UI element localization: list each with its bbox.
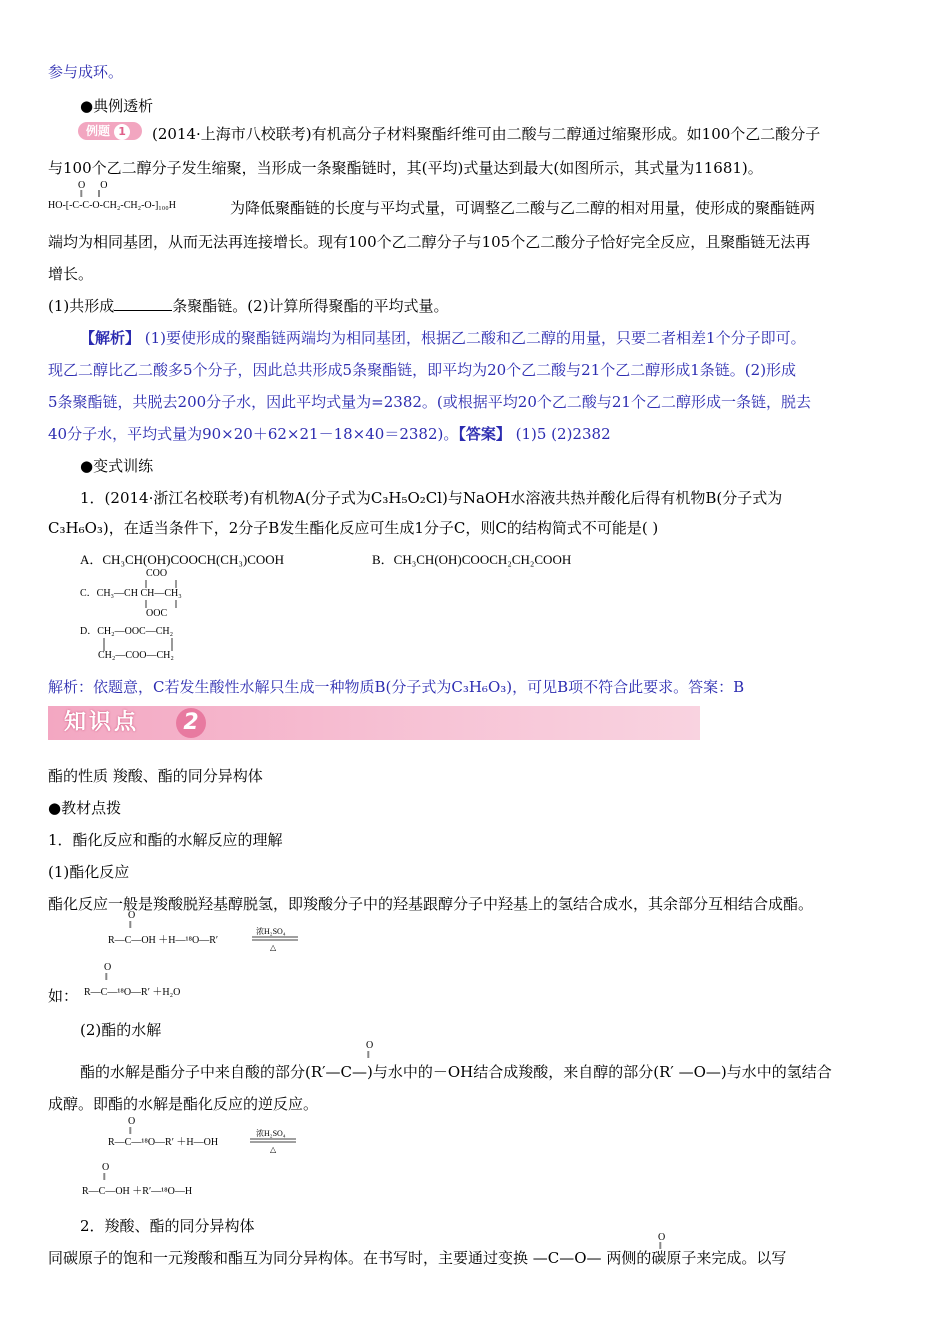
rx1-oxygen: O bbox=[128, 910, 136, 921]
section-2-title: 2．羧酸、酯的同分异构体 bbox=[80, 1217, 255, 1235]
section-2-line-1: 同碳原子的饱和一元羧酸和酯互为同分异构体。在书写时，主要通过变换 —C—O— 两侧的碳原子来完成。以写 bbox=[48, 1249, 787, 1267]
heading-example: ●典例透析 bbox=[80, 97, 154, 115]
section-1a-title: (1)酯化反应 bbox=[48, 863, 130, 881]
analysis-line-3: 5条聚酯链，共脱去200分子水，因此平均式量为=2382。(或根据平均20个乙二酸与21个乙二醇形成一条链，脱去 bbox=[48, 393, 811, 411]
example-formula-bonds: ‖ ‖ bbox=[80, 189, 101, 200]
option-a: A．CH₃CH(OH)COOCH(CH₃)COOH bbox=[80, 552, 285, 567]
example-tag-num: 1 bbox=[114, 124, 130, 140]
rx2-cond-top: 浓H₂SO₄ bbox=[256, 1129, 286, 1138]
rx1-prod-oxygen: O bbox=[104, 962, 112, 973]
option-c-bot: OOC bbox=[146, 608, 168, 619]
analysis-label: 【解析】 bbox=[80, 329, 141, 347]
analysis-line-2: 现乙二醇比乙二酸多5个分子，因此总共形成5条聚酯链，即平均为20个乙二酸与21个乙二醇形成1条链。(2)形成 bbox=[48, 361, 797, 379]
answer-text: (1)5 (2)2382 bbox=[510, 425, 611, 443]
ester-group-bond: ‖ bbox=[659, 1241, 662, 1252]
example-tag bbox=[78, 122, 142, 140]
rx2-cond-bot: △ bbox=[270, 1145, 277, 1154]
rx2-reactants: R—C—¹⁸O—R′ ＋H—OH bbox=[108, 1137, 219, 1148]
section-1-title: 1．酯化反应和酯的水解反应的理解 bbox=[48, 831, 283, 849]
variant-line-1: 1．(2014·浙江名校联考)有机物A(分子式为C₃H₅O₂Cl)与NaOH水溶液共热并酸化后得有机物B(分子式为 bbox=[80, 489, 783, 507]
knowledge-point-banner bbox=[48, 706, 700, 740]
example-line-3: 为降低聚酯链的长度与平均式量，可调整乙二酸与乙二醇的相对用量，使形成的聚酯链两 bbox=[230, 199, 816, 217]
answer-blank bbox=[114, 296, 172, 311]
knowledge-point-title: 知识点 bbox=[64, 710, 140, 735]
option-b: B．CH₃CH(OH)COOCH₂CH₂COOH bbox=[372, 552, 572, 567]
rx2-bond: ‖ bbox=[129, 1126, 132, 1137]
variant-line-2: C₃H₆O₃)，在适当条件下，2分子B发生酯化反应可生成1分子C，则C的结构简式不可能是( ) bbox=[48, 519, 659, 537]
example-formula-oxygens: O O bbox=[78, 180, 108, 191]
p-continued: 参与成环。 bbox=[48, 63, 124, 81]
analysis-line-1 bbox=[80, 328, 806, 348]
rx1-cond-top: 浓H₂SO₄ bbox=[256, 927, 286, 936]
analysis-text-4: 40分子水，平均式量为90×20＋62×21－18×40＝2382)。 bbox=[48, 425, 459, 443]
rx1-prod-bond: ‖ bbox=[105, 972, 108, 983]
answer-label: 【答案】 bbox=[458, 425, 511, 443]
option-d-top: D．CH₂—OOC—CH₂ bbox=[80, 626, 174, 637]
acyl-bond: ‖ bbox=[367, 1050, 370, 1061]
section-1b-line-1: 酯的水解是酯分子中来自酸的部分(R′—C—)与水中的－OH结合成羧酸，来自醇的部分(R′ —O—)与水中的氢结合 bbox=[80, 1063, 832, 1081]
heading-variant: ●变式训练 bbox=[80, 457, 154, 475]
section-1b-line-2: 成醇。即酯的水解是酯化反应的逆反应。 bbox=[48, 1095, 319, 1113]
rx1-products: R—C—¹⁸O—R′ ＋H₂O bbox=[84, 987, 181, 998]
analysis-line-4 bbox=[48, 424, 611, 444]
option-d-bot: CH₂—COO—CH₂ bbox=[98, 650, 174, 661]
rx1-reactants: R—C—OH ＋H—¹⁸O—R′ bbox=[108, 935, 219, 946]
acyl-oxygen: O bbox=[366, 1040, 374, 1051]
example-question bbox=[48, 296, 449, 316]
rx1-double-bond: ‖ bbox=[129, 920, 132, 931]
example-line-5: 增长。 bbox=[48, 265, 94, 283]
option-c-mid: C．CH₃—CH CH—CH₃ bbox=[80, 588, 182, 599]
question-part-b: 条聚酯链。(2)计算所得聚酯的平均式量。 bbox=[172, 297, 449, 315]
rx2-products: R—C—OH ＋R′—¹⁸O—H bbox=[82, 1186, 193, 1197]
example-line-1: (2014·上海市八校联考)有机高分子材料聚酯纤维可由二酸与二醇通过缩聚形成。如100个乙二酸分子 bbox=[152, 125, 821, 143]
question-part-a: (1)共形成 bbox=[48, 297, 115, 315]
analysis-text-1: (1)要使形成的聚酯链两端均为相同基团，根据乙二酸和乙二醇的用量，只要二者相差1个分子即可。 bbox=[140, 329, 806, 347]
heading-textbook: ●教材点拨 bbox=[48, 799, 122, 817]
example-formula: HO-[-C-C-O-CH₂-CH₂-O-]₁₀₀H bbox=[48, 200, 176, 211]
example-line-4: 端均为相同基团，从而无法再连接增长。现有100个乙二醇分子与105个乙二酸分子恰好完全反应，且聚酯链无法再 bbox=[48, 233, 811, 251]
rx2-prod-oxygen: O bbox=[102, 1162, 110, 1173]
section-1a-text: 酯化反应一般是羧酸脱羟基醇脱氢，即羧酸分子中的羟基跟醇分子中羟基上的氢结合成水，其余部分互相结合成酯。 bbox=[48, 895, 814, 913]
rx2-prod-bond: ‖ bbox=[103, 1172, 106, 1183]
rx2-oxygen: O bbox=[128, 1116, 136, 1127]
option-c-top: COO bbox=[146, 568, 168, 579]
knowledge-point-number: 2 bbox=[176, 708, 206, 738]
example-line-2: 与100个乙二醇分子发生缩聚，当形成一条聚酯链时，其(平均)式量达到最大(如图所示，其式量为11681)。 bbox=[48, 159, 763, 177]
example-tag-label: 例题 bbox=[86, 124, 111, 138]
knowledge-subtitle: 酯的性质 羧酸、酯的同分异构体 bbox=[48, 767, 263, 785]
ester-group-oxygen: O bbox=[658, 1232, 666, 1243]
variant-answer: 解析：依题意，C若发生酸性水解只生成一种物质B(分子式为C₃H₆O₃)，可见B项不符合此要求。答案：B bbox=[48, 678, 745, 696]
rx1-cond-bot: △ bbox=[270, 943, 277, 952]
section-1b-title: (2)酯的水解 bbox=[80, 1021, 162, 1039]
rx1-example-label: 如： bbox=[48, 987, 79, 1005]
